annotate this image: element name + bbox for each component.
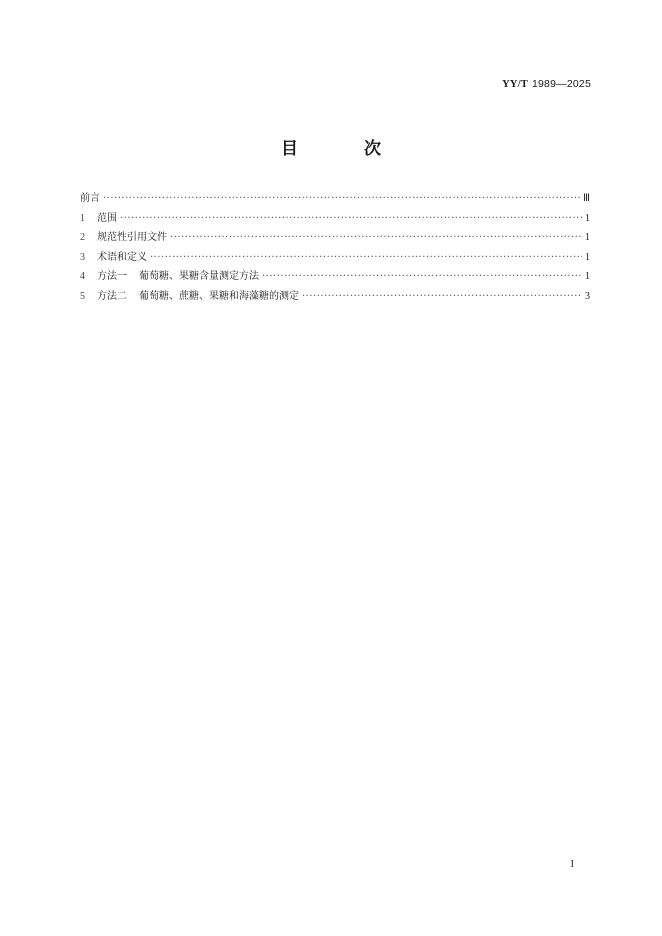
toc-entry-number: 5 <box>80 290 85 302</box>
toc-entry-label: 前言 <box>80 193 100 204</box>
toc-entry-label <box>97 287 302 302</box>
toc-entry-method-name: 方法二 <box>97 290 127 302</box>
toc-entry-page: 1 <box>585 212 590 224</box>
toc-entry-page: 1 <box>585 232 590 243</box>
toc-entry-normative-references[interactable] <box>80 228 590 248</box>
toc-entry-page: Ⅲ <box>583 193 590 204</box>
toc-leader-dots <box>262 271 582 282</box>
toc-entry-method-title: 葡萄糖、果糖含量测定方法 <box>139 271 259 282</box>
standard-prefix: YY/T <box>502 79 528 90</box>
toc-entry-page: 1 <box>585 271 590 282</box>
toc-entry-method-title: 葡萄糖、蔗糖、果糖和海藻糖的测定 <box>139 290 299 302</box>
toc-leader-dots <box>120 213 582 224</box>
page-number: I <box>570 859 574 870</box>
standard-code <box>502 78 591 90</box>
toc-entry-terms-definitions[interactable] <box>80 248 590 268</box>
toc-entry-label: 范围 <box>97 212 117 224</box>
toc-list <box>80 189 590 306</box>
toc-entry-number: 1 <box>80 212 85 224</box>
toc-leader-dots <box>150 252 582 263</box>
toc-entry-page: 3 <box>585 290 590 302</box>
toc-entry-label: 规范性引用文件 <box>97 232 167 243</box>
toc-entry-number: 3 <box>80 251 85 263</box>
toc-entry-number: 4 <box>80 271 85 282</box>
toc-entry-method-one[interactable] <box>80 267 590 287</box>
toc-entry-foreword[interactable] <box>80 189 590 209</box>
toc-leader-dots <box>103 193 580 204</box>
toc-entry-label <box>97 267 262 282</box>
toc-entry-label: 术语和定义 <box>97 251 147 263</box>
toc-leader-dots <box>302 291 582 302</box>
standard-number: 1989—2025 <box>531 78 591 90</box>
toc-entry-number: 2 <box>80 232 85 243</box>
toc-entry-page: 1 <box>585 251 590 263</box>
toc-leader-dots <box>170 232 582 243</box>
toc-entry-method-two[interactable] <box>80 287 590 307</box>
toc-title: 目 次 <box>281 139 411 159</box>
toc-entry-method-name: 方法一 <box>97 271 127 282</box>
toc-entry-scope[interactable] <box>80 209 590 229</box>
